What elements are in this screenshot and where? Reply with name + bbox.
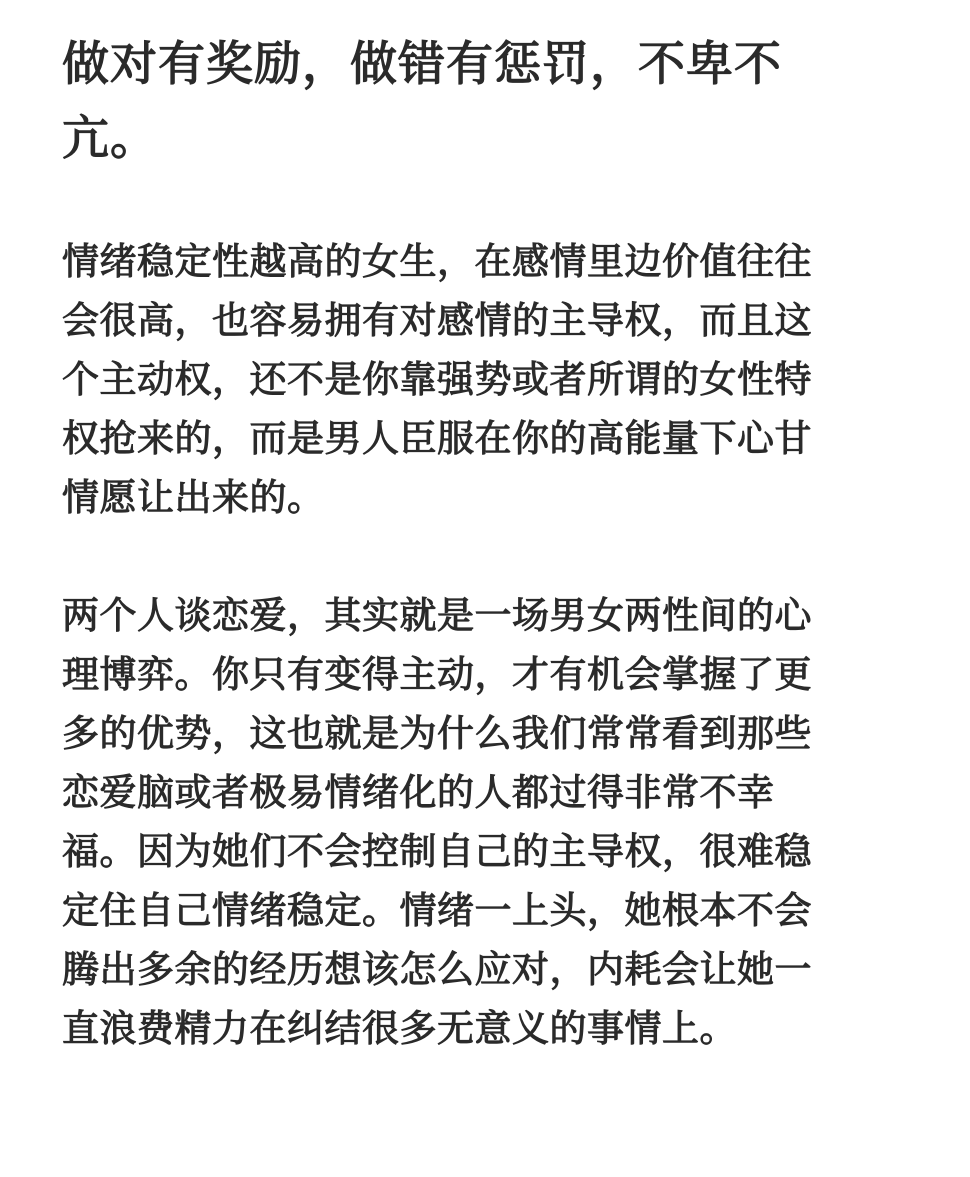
paragraph-line: 权抢来的，而是男人臣服在你的高能量下心甘 [62,417,812,460]
document-page [62,28,892,1058]
paragraph-line: 两个人谈恋爱，其实就是一场男女两性间的心 [62,594,812,637]
paragraph-line: 个主动权，还不是你靠强势或者所谓的女性特 [62,358,812,401]
paragraph-line: 情绪稳定性越高的女生，在感情里边价值往往 [62,240,812,283]
heading-line: 做对有奖励，做错有惩罚，不卑不 [62,37,782,92]
paragraph-2 [62,586,892,1058]
paragraph-1 [62,232,892,527]
paragraph-line: 情愿让出来的。 [62,476,325,519]
paragraph-line: 会很高，也容易拥有对感情的主导权，而且这 [62,299,812,342]
paragraph-line: 理博弈。你只有变得主动，才有机会掌握了更 [62,653,812,696]
paragraph-line: 恋爱脑或者极易情绪化的人都过得非常不幸 [62,771,775,814]
document-heading [62,28,892,176]
paragraph-line: 直浪费精力在纠结很多无意义的事情上。 [62,1007,737,1050]
paragraph-line: 多的优势，这也就是为什么我们常常看到那些 [62,712,812,755]
paragraph-line: 腾出多余的经历想该怎么应对，内耗会让她一 [62,948,812,991]
heading-line: 亢。 [62,111,158,166]
paragraph-line: 福。因为她们不会控制自己的主导权，很难稳 [62,830,812,873]
paragraph-line: 定住自己情绪稳定。情绪一上头，她根本不会 [62,889,812,932]
